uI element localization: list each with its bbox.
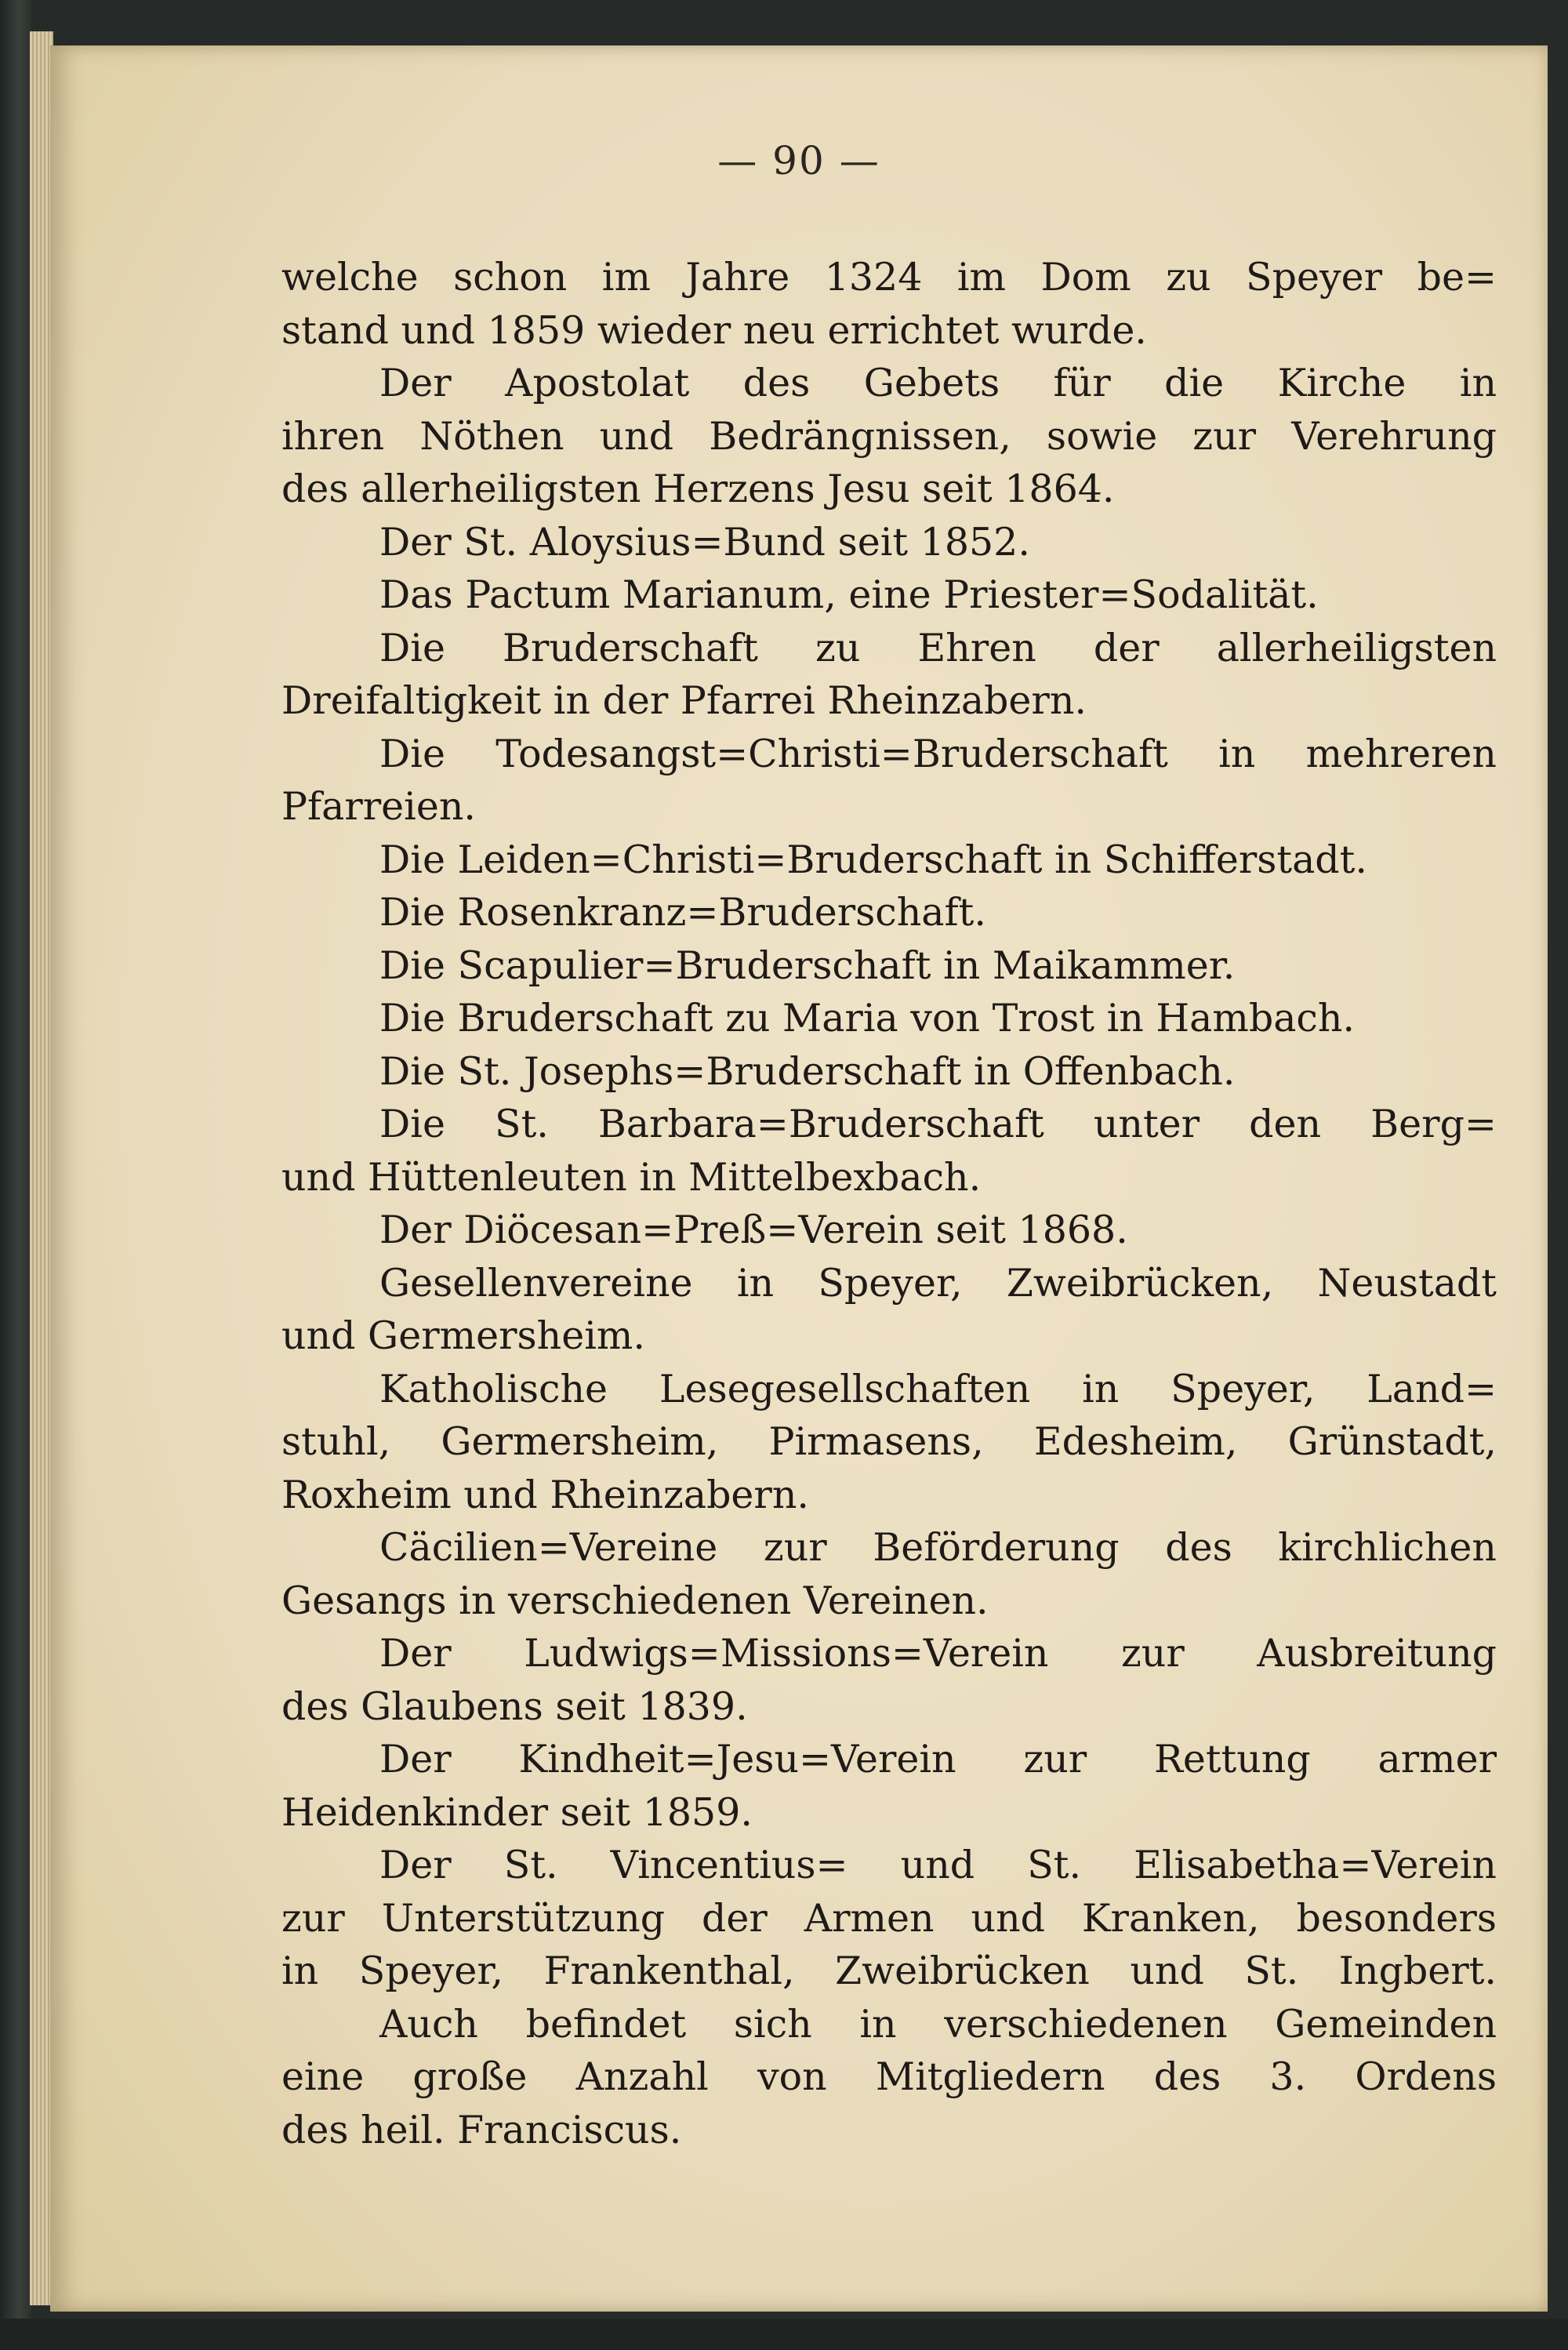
book-cover-bottom xyxy=(0,2319,1568,2350)
text-line: Der Ludwigs=Missions=Verein zur Ausbreitung xyxy=(379,1631,1497,1676)
text-line: ihren Nöthen und Bedrängnissen, sowie zur Verehrung xyxy=(281,413,1497,459)
text-line: Gesangs in verschiedenen Vereinen. xyxy=(281,1578,989,1623)
text-line: Roxheim und Rheinzabern. xyxy=(281,1472,809,1517)
text-line: Dreifaltigkeit in der Pfarrei Rheinzabern. xyxy=(281,678,1087,723)
text-line: Die Bruderschaft zu Ehren der allerheiligsten xyxy=(379,625,1497,670)
text-line: Gesellenvereine in Speyer, Zweibrücken, Neustadt xyxy=(379,1260,1497,1306)
text-line: Heidenkinder seit 1859. xyxy=(281,1789,753,1835)
text-line: Die St. Josephs=Bruderschaft in Offenbach. xyxy=(379,1048,1236,1094)
text-line: Der St. Vincentius= und St. Elisabetha=Verein xyxy=(379,1843,1497,1887)
text-line: Die Bruderschaft zu Maria von Trost in Hambach. xyxy=(379,996,1355,1041)
text-line: Die Todesangst=Christi=Bruderschaft in mehreren xyxy=(379,731,1497,776)
text-line: Katholische Lesegesellschaften in Speyer, Land= xyxy=(379,1366,1497,1411)
text-line: des Glaubens seit 1839. xyxy=(281,1684,748,1729)
text-line: stand und 1859 wieder neu errichtet wurde. xyxy=(281,307,1147,353)
text-line: Der St. Aloysius=Bund seit 1852. xyxy=(379,519,1030,565)
page-number: — 90 — xyxy=(717,138,880,183)
text-line: Die Rosenkranz=Bruderschaft. xyxy=(379,890,986,935)
text-line: des heil. Franciscus. xyxy=(281,2107,682,2152)
text-line: Auch befindet sich in verschiedenen Gemeinden xyxy=(379,2001,1497,2047)
body-text xyxy=(281,251,1497,2156)
text-line: Die St. Barbara=Bruderschaft unter den Berg= xyxy=(379,1102,1497,1146)
text-line: und Germersheim. xyxy=(281,1313,645,1358)
text-line: welche schon im Jahre 1324 im Dom zu Speyer be= xyxy=(281,255,1497,300)
text-line: Der Diöcesan=Preß=Verein seit 1868. xyxy=(379,1208,1128,1252)
text-line: und Hüttenleuten in Mittelbexbach. xyxy=(281,1154,982,1200)
text-line: in Speyer, Frankenthal, Zweibrücken und St. Ingbert. xyxy=(281,1949,1497,1993)
text-line: zur Unterstützung der Armen und Kranken, besonders xyxy=(281,1895,1497,1941)
text-line: stuhl, Germersheim, Pirmasens, Edesheim, Grünstadt, xyxy=(281,1419,1497,1464)
text-line: Die Leiden=Christi=Bruderschaft in Schifferstadt. xyxy=(379,837,1367,882)
text-line: Der Apostolat des Gebets für die Kirche in xyxy=(379,361,1497,405)
text-line: Das Pactum Marianum, eine Priester=Sodalität. xyxy=(379,572,1319,617)
page xyxy=(50,45,1548,2312)
text-line: Der Kindheit=Jesu=Verein zur Rettung armer xyxy=(379,1737,1497,1782)
book-cover-edge xyxy=(0,0,31,2350)
text-line: des allerheiligsten Herzens Jesu seit 1864. xyxy=(281,467,1115,511)
text-line: Cäcilien=Vereine zur Beförderung des kirchlichen xyxy=(379,1525,1497,1570)
text-line: Pfarreien. xyxy=(281,784,476,829)
text-line: Die Scapulier=Bruderschaft in Maikammer. xyxy=(379,943,1236,988)
text-line: eine große Anzahl von Mitgliedern des 3. Ordens xyxy=(281,2054,1497,2099)
